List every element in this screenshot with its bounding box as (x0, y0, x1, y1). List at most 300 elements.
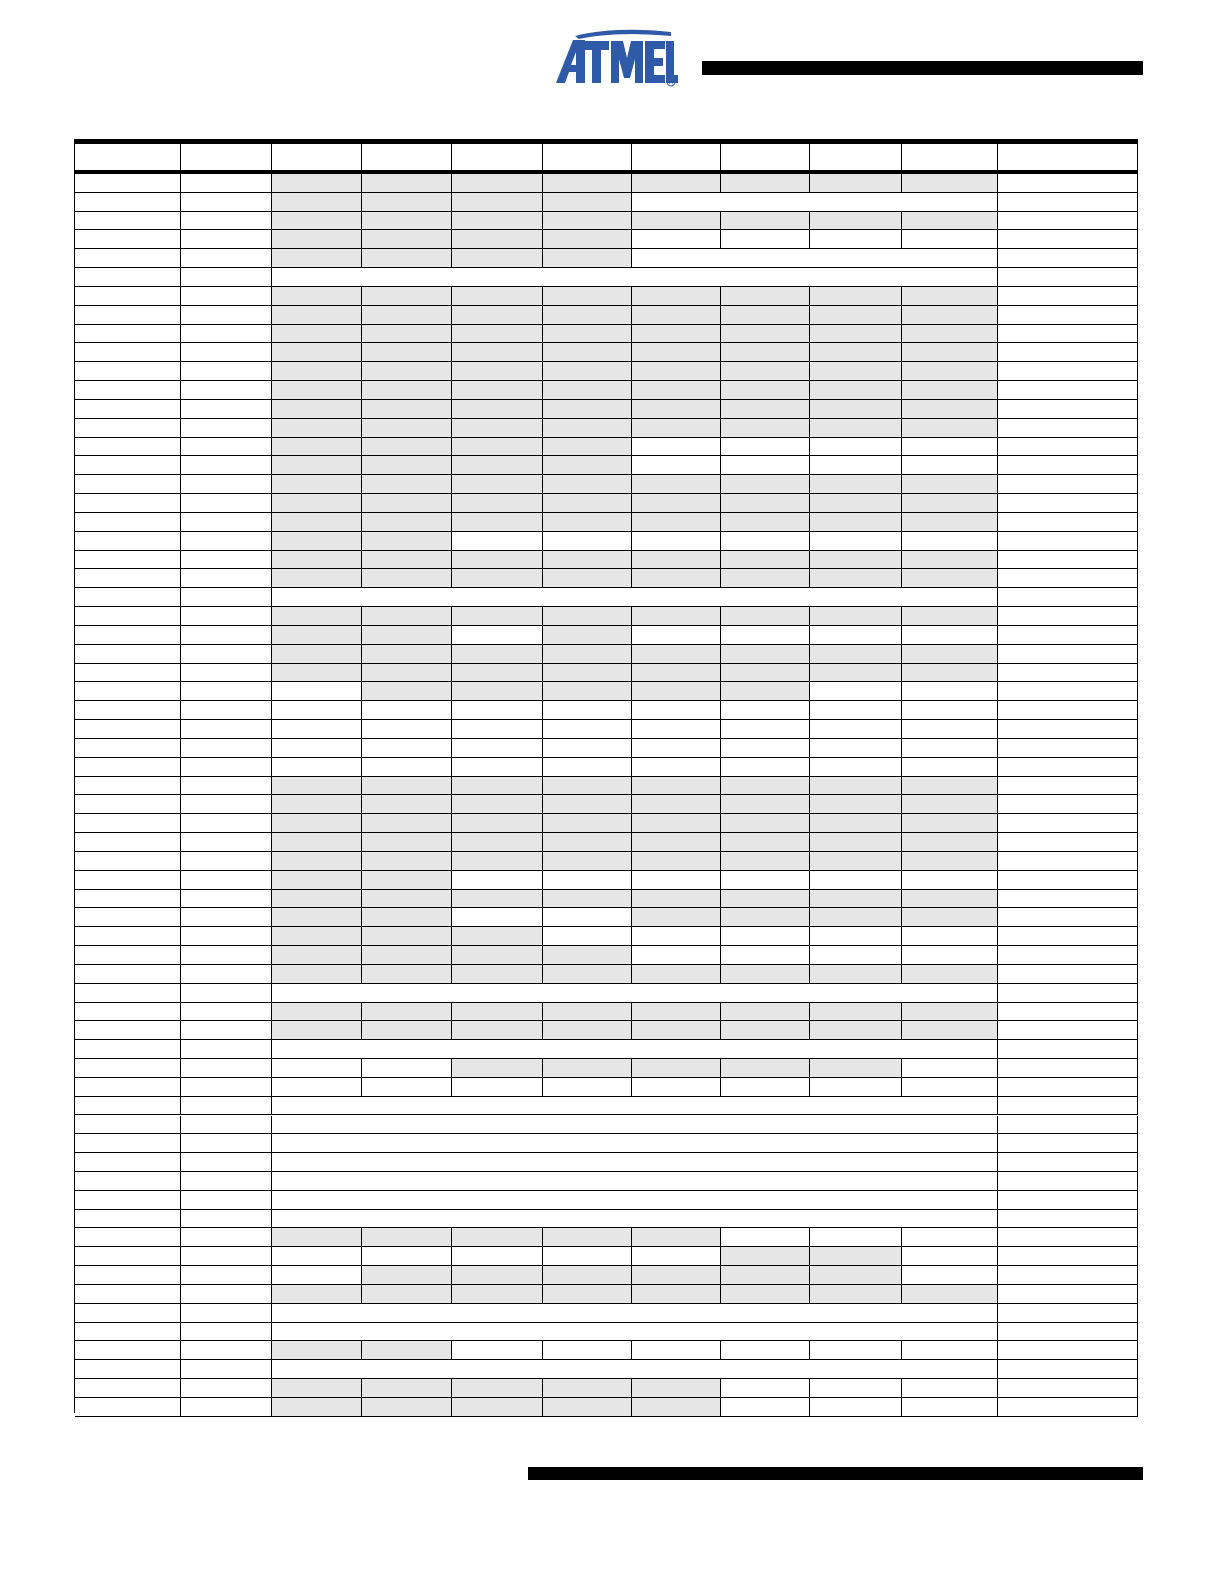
page-ref-cell (998, 475, 1138, 494)
address-cell (75, 456, 181, 475)
register-name-cell (181, 174, 272, 193)
reserved-bits-cell (272, 1116, 998, 1135)
address-cell (75, 400, 181, 419)
bit-cell (810, 1228, 902, 1247)
page-ref-cell (998, 381, 1138, 400)
bit-cell (272, 833, 362, 852)
address-cell (75, 682, 181, 701)
register-name-cell (181, 626, 272, 645)
bit-cell (362, 664, 452, 683)
bit-cell (721, 871, 810, 890)
bit-cell (810, 1003, 902, 1022)
address-cell (75, 795, 181, 814)
bit-cell (362, 946, 452, 965)
table-row (75, 1210, 1138, 1229)
table-row (75, 1379, 1138, 1398)
bit-cell (721, 532, 810, 551)
page-ref-cell (998, 1247, 1138, 1266)
bit-cell (632, 230, 721, 249)
address-cell (75, 871, 181, 890)
address-cell (75, 268, 181, 287)
bit-cell (721, 607, 810, 626)
address-cell (75, 927, 181, 946)
page-ref-cell (998, 362, 1138, 381)
bit-cell (810, 513, 902, 532)
bit-cell (543, 890, 632, 909)
bit-cell (632, 438, 721, 457)
bit-cell (272, 890, 362, 909)
page-ref-cell (998, 1398, 1138, 1417)
bit-cell (632, 607, 721, 626)
bit-cell (452, 965, 543, 984)
register-name-cell (181, 1304, 272, 1323)
bit-cell (543, 325, 632, 344)
bit-cell (721, 1059, 810, 1078)
reserved-bits-cell (272, 1134, 998, 1153)
bit-cell (452, 287, 543, 306)
reserved-bits-cell (272, 1304, 998, 1323)
bit-cell (902, 720, 998, 739)
bit-cell (902, 306, 998, 325)
bit-cell (452, 720, 543, 739)
register-name-cell (181, 1266, 272, 1285)
register-name-cell (181, 739, 272, 758)
register-name-cell (181, 400, 272, 419)
table-row (75, 1341, 1138, 1360)
register-summary-table (74, 139, 1138, 1413)
table-row (75, 475, 1138, 494)
table-header-cell (75, 144, 181, 174)
bit-cell (902, 1285, 998, 1304)
bit-cell (452, 1078, 543, 1097)
bit-cell (810, 1247, 902, 1266)
bit-cell (632, 1379, 721, 1398)
bit-cell (632, 1003, 721, 1022)
bit-cell (902, 456, 998, 475)
table-row (75, 494, 1138, 513)
address-cell (75, 1228, 181, 1247)
bit-cell (632, 532, 721, 551)
bit-cell (902, 890, 998, 909)
bit-cell (902, 701, 998, 720)
bit-cell (272, 174, 362, 193)
bit-cell (452, 456, 543, 475)
bit-cell (362, 965, 452, 984)
bit-cell (543, 1285, 632, 1304)
bit-cell (721, 287, 810, 306)
table-header-row (75, 144, 1138, 174)
page-ref-cell (998, 1304, 1138, 1323)
register-name-cell (181, 1040, 272, 1059)
address-cell (75, 419, 181, 438)
bit-cell (543, 777, 632, 796)
address-cell (75, 1323, 181, 1342)
address-cell (75, 777, 181, 796)
page-ref-cell (998, 212, 1138, 231)
bit-cell (632, 212, 721, 231)
address-cell (75, 852, 181, 871)
bit-cell (902, 795, 998, 814)
bit-cell (902, 381, 998, 400)
page-ref-cell (998, 1078, 1138, 1097)
bit-cell (632, 1078, 721, 1097)
table-row (75, 758, 1138, 777)
bit-cell (721, 1341, 810, 1360)
page-ref-cell (998, 1285, 1138, 1304)
bit-cell (632, 701, 721, 720)
page-ref-cell (998, 325, 1138, 344)
bit-cell (721, 475, 810, 494)
bit-cell (272, 1341, 362, 1360)
bit-cell (272, 777, 362, 796)
page-ref-cell (998, 1379, 1138, 1398)
table-row (75, 664, 1138, 683)
address-cell (75, 306, 181, 325)
bit-cell (902, 494, 998, 513)
bit-cell (632, 1059, 721, 1078)
bit-cell (362, 1285, 452, 1304)
bit-cell (810, 438, 902, 457)
bit-cell (272, 626, 362, 645)
bit-cell (452, 249, 543, 268)
page-ref-cell (998, 343, 1138, 362)
bit-cell (810, 419, 902, 438)
bit-cell (362, 494, 452, 513)
bit-cell (902, 626, 998, 645)
page-ref-cell (998, 249, 1138, 268)
bit-cell (902, 532, 998, 551)
bit-cell (902, 814, 998, 833)
bit-cell (721, 946, 810, 965)
bit-cell (632, 777, 721, 796)
page-ref-cell (998, 1210, 1138, 1229)
bit-cell (362, 833, 452, 852)
bit-cell (272, 494, 362, 513)
bit-cell (902, 400, 998, 419)
bit-cell (810, 607, 902, 626)
bit-cell (362, 174, 452, 193)
page-ref-cell (998, 588, 1138, 607)
bit-cell (721, 513, 810, 532)
bit-cell (272, 287, 362, 306)
bit-cell (272, 212, 362, 231)
bit-cell (632, 456, 721, 475)
bit-cell (452, 664, 543, 683)
bit-cell (362, 287, 452, 306)
bit-cell (721, 927, 810, 946)
bit-cell (810, 1078, 902, 1097)
table-row (75, 1059, 1138, 1078)
bit-cell (452, 494, 543, 513)
bit-cell (810, 814, 902, 833)
register-name-cell (181, 701, 272, 720)
bit-cell (543, 927, 632, 946)
address-cell (75, 739, 181, 758)
table-row (75, 965, 1138, 984)
bit-cell (902, 475, 998, 494)
bit-cell (810, 400, 902, 419)
bit-cell (721, 325, 810, 344)
page-ref-cell (998, 626, 1138, 645)
bit-cell (362, 1379, 452, 1398)
bit-cell (721, 494, 810, 513)
address-cell (75, 532, 181, 551)
bit-cell (452, 1285, 543, 1304)
bit-cell (272, 513, 362, 532)
page-ref-cell (998, 720, 1138, 739)
bit-cell (543, 946, 632, 965)
bit-cell (810, 795, 902, 814)
address-cell (75, 720, 181, 739)
bit-cell (810, 532, 902, 551)
bit-cell (543, 833, 632, 852)
bit-cell (452, 852, 543, 871)
reserved-bits-cell (272, 1360, 998, 1379)
table-row (75, 833, 1138, 852)
bit-cell (272, 908, 362, 927)
register-name-cell (181, 1398, 272, 1417)
bit-cell (452, 193, 543, 212)
table-row (75, 607, 1138, 626)
bit-cell (452, 174, 543, 193)
bit-cell (902, 1266, 998, 1285)
bit-cell (272, 343, 362, 362)
bit-cell (452, 419, 543, 438)
register-name-cell (181, 513, 272, 532)
address-cell (75, 513, 181, 532)
table-row (75, 306, 1138, 325)
register-name-cell (181, 325, 272, 344)
table-row (75, 1078, 1138, 1097)
page-ref-cell (998, 1153, 1138, 1172)
bit-cell (452, 927, 543, 946)
bit-cell (632, 287, 721, 306)
register-name-cell (181, 777, 272, 796)
bit-cell (362, 513, 452, 532)
address-cell (75, 701, 181, 720)
reserved-bits-cell (272, 984, 998, 1003)
register-name-cell (181, 1134, 272, 1153)
bit-cell (543, 626, 632, 645)
page-ref-cell (998, 795, 1138, 814)
bit-cell (632, 494, 721, 513)
address-cell (75, 1379, 181, 1398)
bit-cell (362, 814, 452, 833)
register-name-cell (181, 569, 272, 588)
bit-cell (272, 1379, 362, 1398)
address-cell (75, 230, 181, 249)
bit-cell (632, 419, 721, 438)
register-name-cell (181, 795, 272, 814)
bit-cell (810, 551, 902, 570)
bit-cell (543, 1078, 632, 1097)
table-row (75, 551, 1138, 570)
register-name-cell (181, 1172, 272, 1191)
table-row (75, 456, 1138, 475)
bit-cell (362, 1228, 452, 1247)
bit-cell (543, 607, 632, 626)
bit-cell (810, 1398, 902, 1417)
bit-cell (632, 682, 721, 701)
page-ref-cell (998, 1360, 1138, 1379)
bit-cell (721, 438, 810, 457)
bit-cell (543, 494, 632, 513)
bit-cell (272, 1078, 362, 1097)
bit-cell (452, 682, 543, 701)
bit-cell (632, 758, 721, 777)
bit-cell (902, 607, 998, 626)
register-name-cell (181, 927, 272, 946)
register-name-cell (181, 212, 272, 231)
bit-cell (543, 739, 632, 758)
bit-cell (632, 306, 721, 325)
table-row (75, 701, 1138, 720)
address-cell (75, 1191, 181, 1210)
page-ref-cell (998, 1266, 1138, 1285)
bit-cell (272, 193, 362, 212)
bit-cell (810, 362, 902, 381)
address-cell (75, 1116, 181, 1135)
table-row (75, 174, 1138, 193)
bit-cell (272, 400, 362, 419)
page-ref-cell (998, 400, 1138, 419)
register-name-cell (181, 1323, 272, 1342)
address-cell (75, 833, 181, 852)
bit-cell (452, 343, 543, 362)
bit-cell (543, 306, 632, 325)
bit-cell (632, 852, 721, 871)
table-row (75, 1304, 1138, 1323)
bit-cell (452, 1247, 543, 1266)
register-name-cell (181, 230, 272, 249)
bit-cell (902, 1247, 998, 1266)
bit-cell (362, 927, 452, 946)
page-ref-cell (998, 1228, 1138, 1247)
register-name-cell (181, 1078, 272, 1097)
bit-cell (272, 230, 362, 249)
address-cell (75, 946, 181, 965)
bit-cell (721, 1021, 810, 1040)
bit-cell (543, 720, 632, 739)
register-name-cell (181, 1210, 272, 1229)
bit-cell (543, 362, 632, 381)
bit-cell (543, 513, 632, 532)
address-cell (75, 965, 181, 984)
bit-cell (721, 682, 810, 701)
bit-cell (721, 569, 810, 588)
table-row (75, 343, 1138, 362)
reserved-bits-cell (272, 1153, 998, 1172)
bit-cell (810, 777, 902, 796)
bit-cell (543, 532, 632, 551)
bit-cell (543, 381, 632, 400)
bit-cell (272, 569, 362, 588)
bit-cell (452, 532, 543, 551)
bit-cell (810, 626, 902, 645)
bit-cell (272, 1228, 362, 1247)
address-cell (75, 193, 181, 212)
bit-cell (721, 814, 810, 833)
bit-cell (721, 381, 810, 400)
page-ref-cell (998, 532, 1138, 551)
bit-cell (362, 532, 452, 551)
table-row (75, 362, 1138, 381)
table-header-cell (632, 144, 721, 174)
bit-cell (902, 927, 998, 946)
table-row (75, 626, 1138, 645)
address-cell (75, 1078, 181, 1097)
bit-cell (452, 212, 543, 231)
page-ref-cell (998, 268, 1138, 287)
register-name-cell (181, 1191, 272, 1210)
reserved-bits-cell (272, 268, 998, 287)
bit-cell (543, 1266, 632, 1285)
register-name-cell (181, 475, 272, 494)
table-row (75, 1398, 1138, 1417)
reserved-bits-cell (272, 1210, 998, 1229)
address-cell (75, 1059, 181, 1078)
page-ref-cell (998, 1134, 1138, 1153)
bit-cell (902, 908, 998, 927)
table-row (75, 1134, 1138, 1153)
bit-cell (810, 306, 902, 325)
bit-cell (632, 551, 721, 570)
bit-cell (272, 607, 362, 626)
bit-cell (543, 795, 632, 814)
bit-cell (272, 701, 362, 720)
atmel-logo (553, 26, 678, 88)
bit-cell (543, 193, 632, 212)
table-row (75, 588, 1138, 607)
bit-cell (362, 230, 452, 249)
register-name-cell (181, 419, 272, 438)
bit-cell (452, 1003, 543, 1022)
page-ref-cell (998, 777, 1138, 796)
reserved-bits-cell (272, 588, 998, 607)
svg-text:R: R (669, 80, 674, 87)
bit-cell (362, 739, 452, 758)
bit-cell (362, 419, 452, 438)
table-header-cell (272, 144, 362, 174)
table-row (75, 1191, 1138, 1210)
address-cell (75, 588, 181, 607)
page-ref-cell (998, 419, 1138, 438)
bit-cell (362, 1341, 452, 1360)
table-row (75, 777, 1138, 796)
page-ref-cell (998, 739, 1138, 758)
header-rule (702, 61, 1143, 75)
bit-cell (902, 569, 998, 588)
bit-cell (902, 664, 998, 683)
bit-cell (632, 343, 721, 362)
bit-cell (632, 1247, 721, 1266)
bit-cell (721, 174, 810, 193)
bit-cell (362, 908, 452, 927)
table-row (75, 1247, 1138, 1266)
bit-cell (362, 701, 452, 720)
bit-cell (452, 438, 543, 457)
bit-cell (721, 230, 810, 249)
register-name-cell (181, 343, 272, 362)
register-name-cell (181, 249, 272, 268)
table-row (75, 739, 1138, 758)
bit-cell (362, 1059, 452, 1078)
bit-cell (452, 400, 543, 419)
bit-cell (721, 1003, 810, 1022)
page-ref-cell (998, 1003, 1138, 1022)
bit-cell (543, 1228, 632, 1247)
address-cell (75, 1398, 181, 1417)
